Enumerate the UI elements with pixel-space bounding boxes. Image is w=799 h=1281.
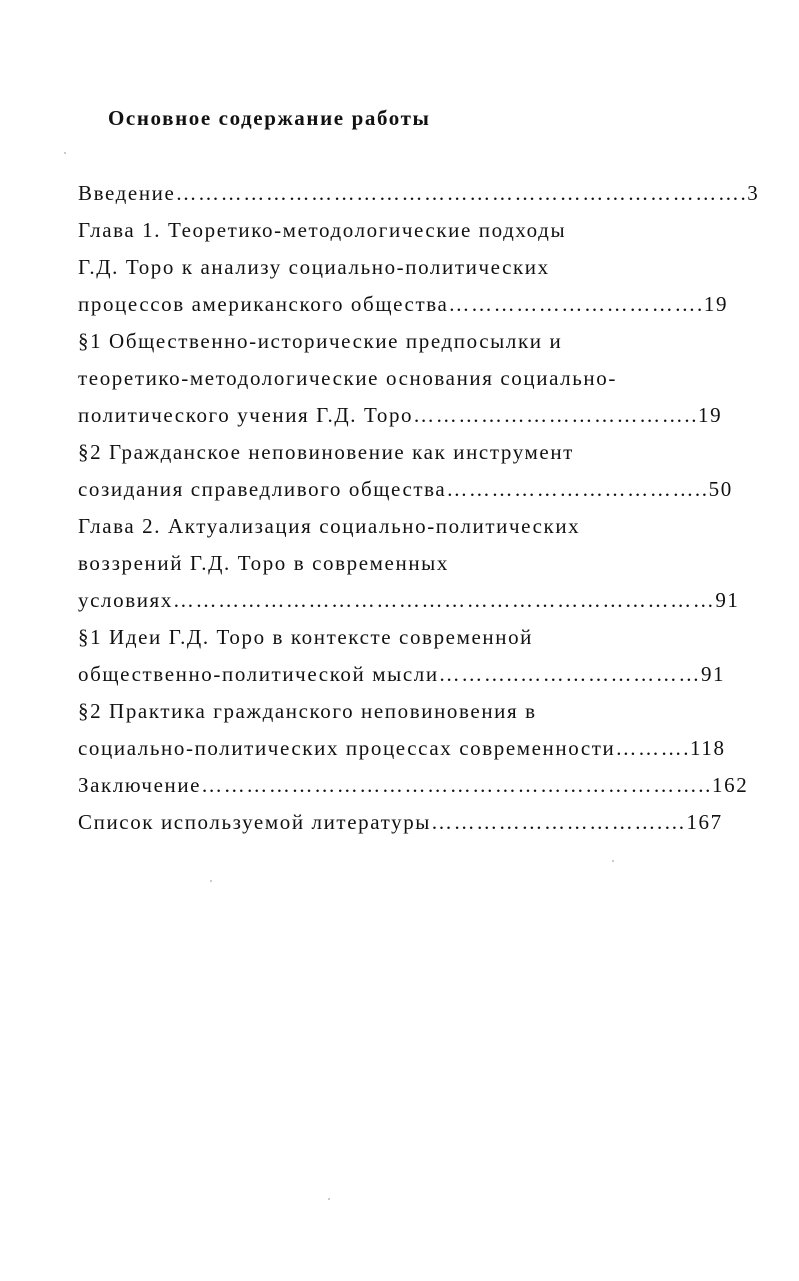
scan-speck bbox=[612, 860, 614, 862]
scan-speck bbox=[210, 880, 212, 882]
toc-line: §2 Практика гражданского неповиновения в bbox=[78, 699, 537, 723]
toc-line: Заключение…………………………………………………………..162 bbox=[78, 773, 749, 797]
toc-line: условиях………………………………………………………………91 bbox=[78, 588, 740, 612]
scan-speck bbox=[64, 152, 66, 154]
toc-line: созидания справедливого общества……………………………..50 bbox=[78, 477, 733, 501]
toc-line: Г.Д. Торо к анализу социально-политических bbox=[78, 255, 550, 279]
toc-line: социально-политических процессах современности……….118 bbox=[78, 736, 726, 760]
toc-line: Глава 1. Теоретико-методологические подходы bbox=[78, 218, 567, 242]
toc-line: §1 Идеи Г.Д. Торо в контексте современной bbox=[78, 625, 534, 649]
scan-speck bbox=[328, 1198, 330, 1200]
toc-line: воззрений Г.Д. Торо в современных bbox=[78, 551, 449, 575]
toc-line: процессов американского общества…………………………….19 bbox=[78, 292, 729, 316]
toc-line: политического учения Г.Д. Торо………………………………..19 bbox=[78, 403, 723, 427]
toc-line: §2 Гражданское неповиновение как инструмент bbox=[78, 440, 574, 464]
toc-line: Введение………………………………………………………………….3 bbox=[78, 181, 760, 205]
page-title: Основное содержание работы bbox=[108, 106, 431, 130]
toc-line: теоретико-методологические основания социально- bbox=[78, 366, 617, 390]
toc-line: Список используемой литературы………………………….…167 bbox=[78, 810, 723, 834]
toc-line: Глава 2. Актуализация социально-политических bbox=[78, 514, 581, 538]
toc-line: общественно-политической мысли………..……………………91 bbox=[78, 662, 726, 686]
toc-line: §1 Общественно-исторические предпосылки и bbox=[78, 329, 563, 353]
